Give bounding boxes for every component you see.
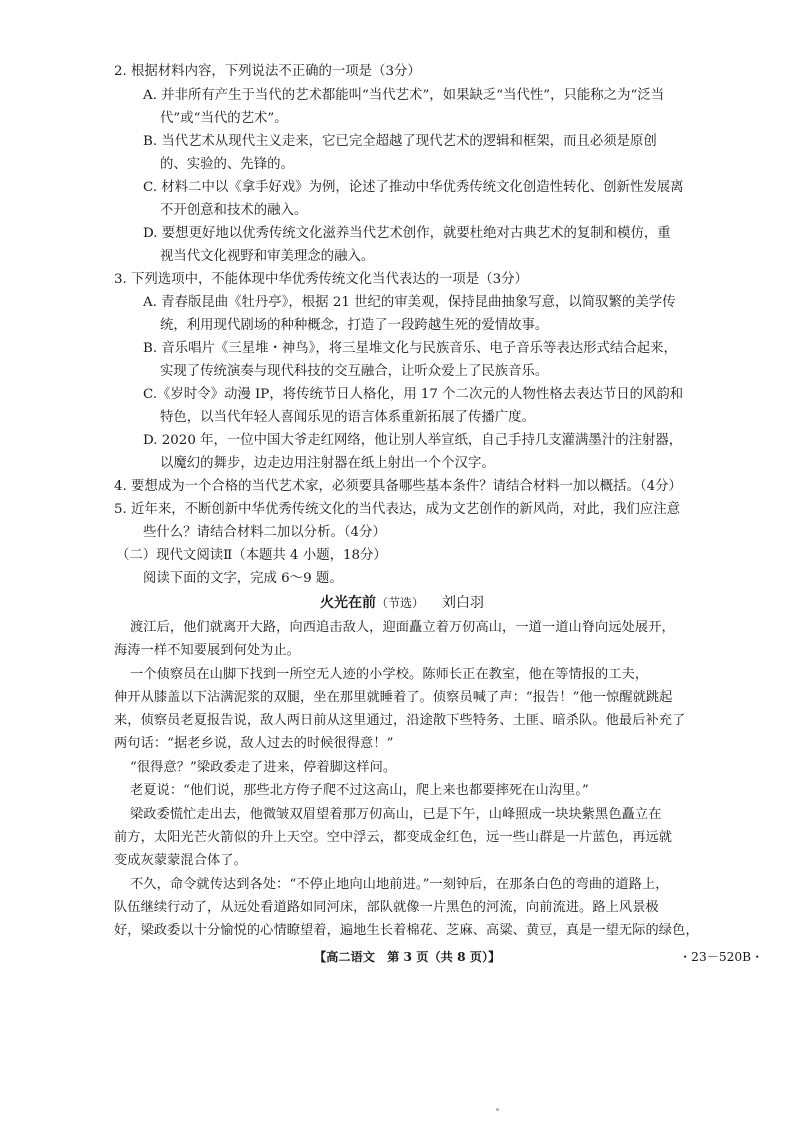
q2-option-d-line1: D. 要想更好地以优秀传统文化滋养当代艺术创作，就要杜绝对古典艺术的复制和模仿，重 [143, 226, 671, 241]
q3-option-d-line1: D. 2020 年，一位中国大爷走红网络，他让别人举宣纸，自己手持几支灌满墨汁的注射器， [143, 433, 683, 448]
article-line: 老夏说：“他们说，那些北方侉子爬不过这高山，爬上来也都要摔死在山沟里。” [130, 783, 589, 798]
article-line: 伸开从膝盖以下沾满泥浆的双腿，坐在那里就睡着了。侦察员喊了声：“报告！”他一惊醒就跳起 [114, 690, 673, 705]
article-line: 渡江后，他们就离开大路，向西追击敌人，迎面矗立着万仞高山，一道一道山脊向远处展开， [130, 620, 675, 635]
article-title-note: （节选） [376, 596, 425, 610]
q2-option-b-line2: 的、实验的、先锋的。 [160, 157, 294, 172]
q2-option-c-line1: C. 材料二中以《拿手好戏》为例，论述了推动中华优秀传统文化创造性转化、创新性发展离 [143, 180, 684, 195]
q3-option-c-line2: 特色，以当代年轻人喜闻乐见的语言体系重新拓展了传播广度。 [160, 410, 535, 425]
article-line: 一个侦察员在山脚下找到一所空无人迹的小学校。陈师长正在教室，他在等情报的工夫， [130, 667, 649, 682]
scan-speck [496, 1108, 499, 1111]
q2-option-a-line2: 代”或“当代的艺术”。 [160, 111, 288, 126]
section-instruction: 阅读下面的文字，完成 6～9 题。 [143, 571, 343, 586]
question-5-line2: 些什么？请结合材料二加以分析。（4分） [143, 525, 386, 540]
q3-option-a-line2: 统，利用现代剧场的种种概念，打造了一段跨越生死的爱情故事。 [160, 318, 549, 333]
article-line: 两句话：“据老乡说，敌人过去的时候很得意！” [114, 736, 394, 751]
page-footer-label: 【高二语文 第 3 页（共 8 页）】 [314, 950, 501, 964]
article-title: 火光在前 [320, 595, 376, 611]
q3-option-b-line1: B. 音乐唱片《三星堆・神鸟》，将三星堆文化与民族音乐、电子音乐等表达形式结合起来， [143, 341, 677, 356]
q2-option-b-line1: B. 当代艺术从现代主义走来，它已完全超越了现代艺术的逻辑和框架，而且必须是原创 [143, 134, 657, 149]
exam-code: ・23－520B・ [679, 950, 764, 964]
article-line: 海涛一样不知要展到何处为止。 [114, 643, 301, 658]
article-title-line [320, 593, 484, 613]
q2-option-d-line2: 视当代文化视野和审美理念的融入。 [160, 249, 375, 264]
article-line: 好，梁政委以十分愉悦的心情瞭望着，遍地生长着棉花、芝麻、高粱、黄豆，真是一望无际的绿色， [114, 923, 699, 938]
question-4: 4. 要想成为一个合格的当代艺术家，必须要具备哪些基本条件？请结合材料一加以概括。（4分） [114, 479, 682, 494]
question-3-stem: 3. 下列选项中，不能体现中华优秀传统文化当代表达的一项是（3分） [114, 272, 528, 287]
section-heading: （二）现代文阅读Ⅱ（本题共 4 小题，18分） [116, 548, 387, 563]
article-line: 不久，命令就传达到各处：“不停止地向山地前进。”一刻钟后，在那条白色的弯曲的道路上， [130, 877, 669, 892]
article-line: 前方，太阳光芒火箭似的升上天空。空中浮云，都变成金红色，远一些山群是一片蓝色，再远就 [114, 830, 673, 845]
article-line: 来，侦察员老夏报告说，敌人两日前从这里通过，沿途散下些特务、土匪、暗杀队。他最后补充了 [114, 713, 686, 728]
q3-option-a-line1: A. 青春版昆曲《牡丹亭》，根据 21 世纪的审美观，保持昆曲抽象写意，以简驭繁的美学传 [143, 295, 676, 310]
q2-option-a-line1: A. 并非所有产生于当代的艺术都能叫“当代艺术”，如果缺乏“当代性”，只能称之为“泛当 [143, 88, 665, 103]
article-author: 刘白羽 [442, 595, 485, 611]
q3-option-b-line2: 实现了传统演奏与现代科技的交互融合，让听众爱上了民族音乐。 [160, 364, 549, 379]
article-line: 变成灰蒙蒙混合体了。 [114, 853, 247, 868]
question-2-stem: 2. 根据材料内容，下列说法不正确的一项是（3分） [114, 64, 421, 79]
article-line: 队伍继续行动了，从远处看道路如同河床，部队就像一片黑色的河流，向前流进。路上风景极 [114, 900, 659, 915]
question-5-line1: 5. 近年来，不断创新中华优秀传统文化的当代表达，成为文艺创作的新风尚，对此，我们应注意 [114, 502, 681, 517]
q3-option-c-line1: C.《岁时令》动漫 IP，将传统节日人格化，用 17 个二次元的人物性格去表达节日的风韵和 [143, 387, 684, 402]
q2-option-c-line2: 不开创意和技术的融入。 [160, 203, 308, 218]
article-line: 梁政委慌忙走出去，他微皱双眉望着那万仞高山，已是下午，山峰照成一块块紫黑色矗立在 [130, 807, 662, 822]
q3-option-d-line2: 以魔幻的舞步，边走边用注射器在纸上射出一个个汉字。 [160, 456, 495, 471]
article-line: “很得意？”梁政委走了进来，停着脚这样问。 [130, 760, 397, 775]
